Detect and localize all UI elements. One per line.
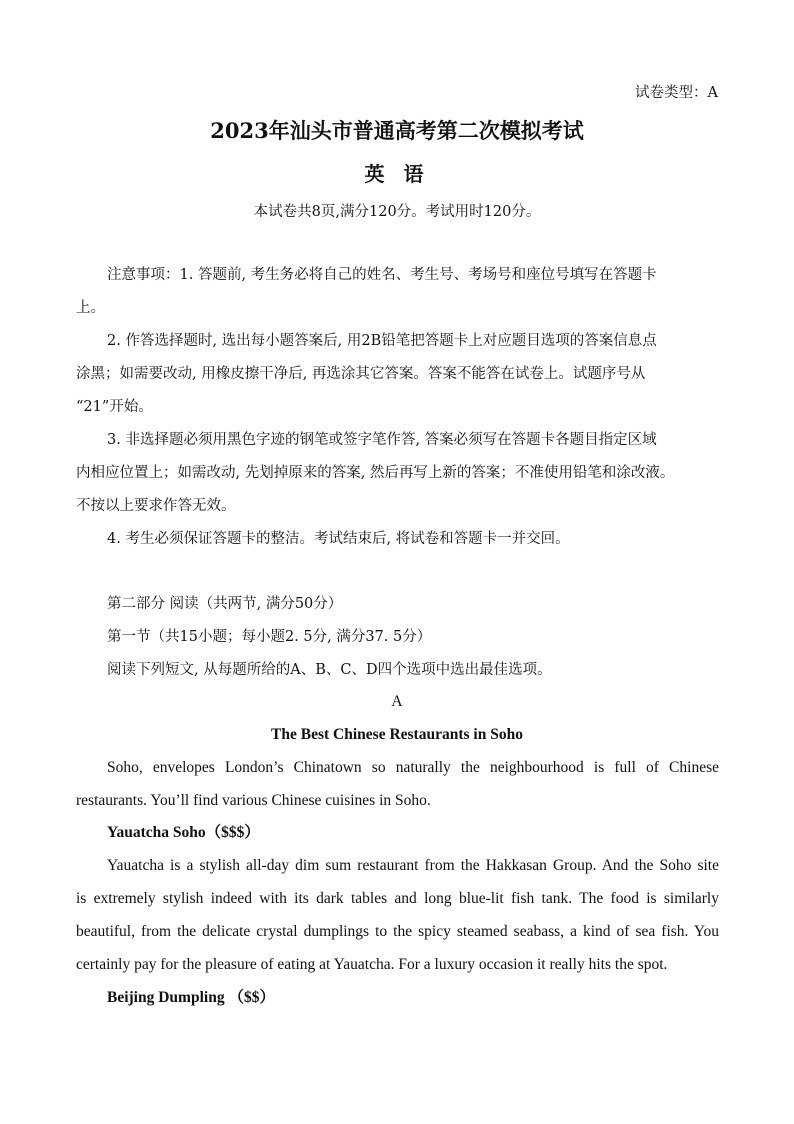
note-4: 4. 考生必须保证答题卡的整洁。考试结束后, 将试卷和答题卡一并交回。 — [107, 531, 570, 547]
note-2-line-2: 涂黑；如需要改动, 用橡皮擦干净后, 再选涂其它答案。答案不能答在试卷上。试题序号从 — [76, 366, 646, 382]
note-3-line-1: 3. 非选择题必须用黑色字迹的钢笔或签字笔作答, 答案必须写在答题卡各题目指定区域 — [107, 432, 657, 448]
note-1-line-1: 注意事项：1. 答题前, 考生务必将自己的姓名、考生号、考场号和座位号填写在答题卡 — [107, 267, 657, 283]
part-heading: 第二部分 阅读（共两节, 满分50分） — [107, 596, 343, 612]
note-2-line-3: “21”开始。 — [76, 399, 153, 415]
restaurant-1-line-1: Yauatcha is a stylish all-day dim sum restaurant from the Hakkasan Group. And the Soho site — [107, 857, 719, 874]
exam-title: 2023年汕头市普通高考第二次模拟考试 — [210, 118, 584, 143]
intro-line-2: restaurants. You’ll find various Chinese cuisines in Soho. — [76, 792, 431, 809]
restaurant-1-line-3: beautiful, from the delicate crystal dumplings to the spicy steamed seabass, a kind of sea fish. You — [76, 923, 719, 940]
restaurant-1-name: Yauatcha Soho（$$$） — [107, 824, 260, 841]
passage-title: The Best Chinese Restaurants in Soho — [271, 726, 523, 743]
note-3-line-2: 内相应位置上；如需改动, 先划掉原来的答案, 然后再写上新的答案；不准使用铅笔和涂改液。 — [76, 465, 675, 481]
subject-title: 英 语 — [364, 162, 430, 186]
note-2-line-1: 2. 作答选择题时, 选出每小题答案后, 用2B铅笔把答题卡上对应题目选项的答案信息点 — [107, 333, 657, 349]
section-heading: 第一节（共15小题；每小题2. 5分, 满分37. 5分） — [107, 629, 432, 645]
restaurant-1-line-4: certainly pay for the pleasure of eating at Yauatcha. For a luxury occasion it really hits the spot. — [76, 956, 668, 973]
restaurant-2-name: Beijing Dumpling （$$） — [107, 989, 275, 1006]
intro-line-1: Soho, envelopes London’s Chinatown so naturally the neighbourhood is full of Chinese — [107, 759, 719, 776]
section-instruction: 阅读下列短文, 从每题所给的A、B、C、D四个选项中选出最佳选项。 — [107, 662, 552, 678]
restaurant-1-line-2: is extremely stylish indeed with its dark tables and long blue-lit fish tank. The food is similarly — [76, 890, 719, 907]
exam-info: 本试卷共8页,满分120分。考试用时120分。 — [253, 204, 541, 220]
passage-label: A — [391, 693, 403, 710]
paper-type: 试卷类型：A — [635, 85, 718, 101]
note-1-line-2: 上。 — [76, 300, 105, 316]
note-3-line-3: 不按以上要求作答无效。 — [76, 498, 236, 514]
